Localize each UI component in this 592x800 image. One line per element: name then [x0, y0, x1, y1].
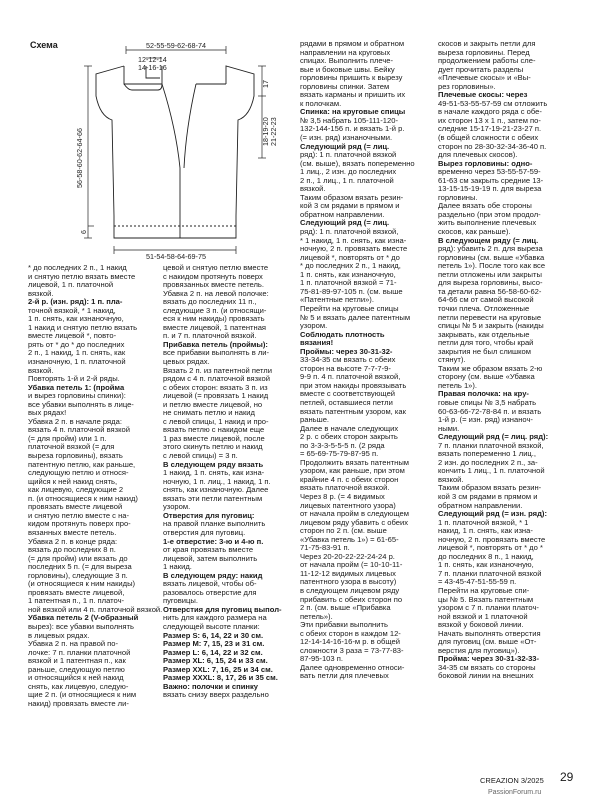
- text-line: боковой линии на внешних: [438, 671, 534, 681]
- text-line: Размер XXXL: 8, 17, 26 и 35 см.: [163, 673, 278, 683]
- garment-schema-diagram: [28, 38, 278, 261]
- text-line: Убавка 2 п. в конце ряда:: [28, 536, 118, 546]
- text-line: 2-й р. (изн. ряд): 1 п. пла-: [28, 297, 123, 307]
- text-line: Размер S: 6, 14, 22 и 30 см.: [163, 630, 264, 640]
- text-line: кидом протянуть поверх про-: [28, 519, 131, 529]
- text-line: для пуговиц (см. выше «От-: [438, 637, 537, 647]
- text-line: Проймы: через 30-31-32-: [300, 346, 393, 356]
- text-line: сторон по 28-30-32-34-36-40 п.: [438, 141, 547, 151]
- text-line: Плечевые скосы: через: [438, 90, 528, 100]
- text-line: Важно: полочки и спинку: [163, 681, 259, 691]
- text-line: 71-75-83-91 п.: [300, 543, 350, 553]
- text-line: продолжением работы сле-: [438, 56, 536, 66]
- text-line: раздельно (при этом продол-: [438, 209, 541, 219]
- text-line: 12-14-14-16-16-м р. в общей: [300, 637, 400, 647]
- magazine-footer: CREAZION 3/2025: [480, 776, 544, 785]
- text-line: петлей, оставшиеся петли: [300, 397, 393, 407]
- text-line: ночную, 2 п. провязать вместе: [300, 244, 408, 254]
- text-line: цевой и снятую петлю вместе: [163, 263, 269, 272]
- text-line: не снимать петлю и накид: [163, 408, 255, 418]
- text-line: петли перевести на круговые: [438, 312, 542, 322]
- text-line: для выреза горловины, высо-: [438, 278, 543, 288]
- text-line: петель 1»). После того как все: [438, 261, 546, 271]
- text-line: накид, 1 п. снять, как изна-: [438, 526, 533, 536]
- text-line: закрытия не был слишком: [438, 346, 531, 356]
- text-line: выреза горловины. Перед: [438, 47, 530, 57]
- text-line: Вырез горловины: одно-: [438, 158, 533, 168]
- text-line: «Патентные петли»).: [300, 295, 374, 305]
- bottom-width-label: 51-54-58-64-69-75: [146, 252, 206, 261]
- neck-width-label: 12-12-14: [138, 55, 167, 64]
- text-line: лицевой, 1 п. платочной: [28, 280, 114, 290]
- text-line: кой 3 см рядами в прямом и: [438, 491, 538, 501]
- text-line: 64-66 см от самой высокой: [438, 295, 534, 305]
- text-line: вырез): все убавки выполнять: [28, 621, 134, 631]
- text-line: 132-144-156 п. и вязать 1-й р.: [300, 124, 405, 134]
- text-line: сторон на высоте 7-7-7-9-: [300, 363, 391, 373]
- text-line: Таким же образом вязать 2-ю: [438, 363, 543, 373]
- text-line: 1 патентная п., 1 п. платоч-: [28, 596, 125, 606]
- text-line: 2 изн. до последних 2 п., за-: [438, 457, 538, 467]
- text-line: щийся к ней накид снять,: [28, 476, 118, 486]
- text-line: вместе с соответствующей: [300, 389, 396, 399]
- text-line: и вырез горловины спинки):: [28, 391, 126, 401]
- text-line: следующей высоте планки:: [163, 621, 260, 631]
- text-line: 1 лиц., 2 изн. до последних: [300, 167, 397, 177]
- text-line: Таким образом вязать резин-: [300, 192, 404, 202]
- text-line: вязать попеременно 1 лиц.,: [438, 449, 536, 459]
- text-line: 2 р. с обеих сторон закрыть: [300, 432, 398, 442]
- text-line: от начала пройм в следующем: [300, 509, 409, 519]
- text-line: рядом с 4 п. платочной вязкой: [163, 374, 270, 384]
- text-line: нить для каждого размера на: [163, 613, 267, 623]
- text-line: сторон по 2 п. (см. выше: [300, 526, 387, 536]
- text-line: 1 накид.: [163, 562, 192, 572]
- text-line: Отверстия для пуговиц:: [163, 510, 255, 520]
- text-line: для плечевых скосов).: [438, 150, 518, 160]
- text-line: лицевой (= провязать 1 накид: [163, 391, 269, 401]
- text-line: лицевом ряду убавить с обеих: [300, 517, 409, 527]
- text-line: рядами в прямом и обратном: [300, 39, 405, 48]
- text-line: все прибавки выполнять в ли-: [163, 348, 270, 358]
- text-line: лицевой *, повторять от * до *: [438, 543, 543, 553]
- text-line: ными.: [438, 423, 460, 433]
- text-line: спицы № 5 и закрыть (накиды: [438, 321, 544, 331]
- text-line: вязать платочной вязкой.: [300, 483, 390, 493]
- text-line: на правой планке выполнить: [163, 519, 266, 529]
- text-line: временно через 53-55-57-59-: [438, 167, 541, 177]
- text-line: лицевой, затем выполнить: [163, 553, 258, 563]
- text-line: с левой спицы, 1 накид и про-: [163, 416, 269, 426]
- text-line: к полочкам.: [300, 98, 342, 108]
- text-line: 2 п., 1 лиц., 1 п. платочной: [300, 175, 394, 185]
- text-line: лицевой *, повторять от * до: [300, 252, 400, 262]
- text-line: 34-35 см вязать со стороны: [438, 662, 536, 672]
- text-line: от края провязать вместе: [163, 545, 254, 555]
- text-line: по 3-3-3-5-5-5 п. (2 ряда: [300, 440, 385, 450]
- text-line: Далее одновременно относи-: [300, 662, 405, 672]
- text-column-2: [163, 264, 291, 700]
- text-line: цевых рядах.: [163, 357, 210, 367]
- text-line: вязкой.: [28, 288, 54, 298]
- text-line: отверстия для пуговиц.: [163, 527, 246, 537]
- text-line: 1 п. платочной вязкой = 71-: [300, 278, 397, 288]
- text-line: ряд): 1 п. платочной вязкой: [300, 150, 397, 160]
- text-line: Размер M: 7, 15, 23 и 31 см.: [163, 639, 265, 649]
- text-line: 7 п. планки платочной вязкой: [438, 568, 542, 578]
- text-line: вые и боковые швы. Бейку: [300, 64, 395, 74]
- neck-width2-label: 14-16-16: [138, 63, 167, 72]
- text-line: Спинка: на круговые спицы: [300, 107, 406, 117]
- text-line: 9-9 п. 4 п. платочной вязкой,: [300, 372, 401, 382]
- text-line: вязкой.: [28, 365, 54, 375]
- text-line: вязания!: [300, 338, 334, 348]
- text-line: (см. выше), вязать попеременно: [300, 158, 415, 168]
- text-line: Следующий ряд (= изн. ряд):: [438, 509, 547, 519]
- text-line: патентного узора в высоту): [300, 577, 397, 587]
- text-line: точной вязкой, * 1 накид,: [28, 305, 116, 315]
- text-line: рять от * до * до последних: [28, 339, 125, 349]
- text-line: еся к ним накиды) провязать: [163, 314, 265, 324]
- text-line: горловины.: [438, 192, 478, 202]
- text-line: 1 п. платочной вязкой, * 1: [438, 517, 529, 527]
- text-line: вязкой у боковой линии.: [438, 620, 524, 630]
- text-line: ночную, 2 п. провязать вместе: [438, 534, 546, 544]
- bottom-height-label: 6: [79, 230, 88, 234]
- text-line: петель»).: [300, 611, 333, 621]
- text-line: лицевых патентного узора): [300, 500, 396, 510]
- text-line: обратном направлении.: [300, 209, 385, 219]
- text-line: Соблюдать плотность: [300, 329, 385, 339]
- text-line: провязать вместе лицевой,: [28, 587, 125, 597]
- text-line: стянут).: [438, 355, 466, 365]
- right-h3-label: 21-22-23: [269, 117, 278, 146]
- watermark: PassionForum.ru: [488, 789, 542, 796]
- text-line: Эти прибавки выполнить: [300, 620, 388, 630]
- text-line: «Убавка петель 1») = 61-65-: [300, 534, 399, 544]
- text-column-3: [300, 40, 435, 681]
- text-line: и относящийся к ней накид: [28, 673, 124, 683]
- text-line: до последних 8 п., 1 накид,: [438, 551, 534, 561]
- text-line: обратном направлении.: [438, 500, 523, 510]
- text-line: точки плеча. Отложенные: [438, 303, 530, 313]
- text-line: = 65-69-75-79-87-95 п.: [300, 449, 379, 459]
- text-line: вязать до последних 11 п.,: [163, 297, 257, 307]
- text-line: 33-34-35 см вязать с обеих: [300, 355, 396, 365]
- page-number: 29: [560, 770, 574, 784]
- text-line: последних 5 п. (= для выреза: [28, 562, 132, 572]
- text-line: вместе лицевой *, повто-: [28, 331, 117, 341]
- text-line: разовалось отверстие для: [163, 587, 257, 597]
- text-line: ряд): убавить 2 п. для выреза: [438, 244, 543, 254]
- text-line: 1 раз вместе лицевой, после: [163, 433, 265, 443]
- text-line: с обеих сторон в каждом 12-: [300, 628, 401, 638]
- text-line: та детали равна 56-58-60-62-: [438, 286, 542, 296]
- text-line: 13-15-15-19-19 п. для выреза: [438, 184, 542, 194]
- text-line: 75-81-89-97-105 п. (см. выше: [300, 286, 403, 296]
- text-line: (= для пройм) или 1 п.: [28, 433, 107, 443]
- text-line: Через 20-20-22-22-24-24 р.: [300, 551, 395, 561]
- text-line: Отверстия для пуговиц выпол-: [163, 604, 282, 614]
- text-line: вых рядах!: [28, 408, 67, 418]
- text-line: провязать вместе лицевой: [28, 502, 123, 512]
- text-line: Убавка 2 п. на правой по-: [28, 639, 119, 649]
- text-line: вязанных вместе петель.: [28, 527, 117, 537]
- text-line: вязать патентным узором, как: [300, 406, 406, 416]
- text-line: Далее в начале следующих: [300, 423, 399, 433]
- text-line: спицах. Выполнить плече-: [300, 56, 394, 66]
- text-line: как лицевую, следующие 2: [28, 485, 124, 495]
- text-line: Вязать 2 п. из патентной петли: [163, 365, 272, 375]
- text-line: с левой спицы) = 3 п.: [163, 451, 238, 461]
- text-line: вязать 4 п. платочной вязкой: [28, 425, 130, 435]
- text-line: этого скинуть петлю и накид: [163, 442, 263, 452]
- schema-title: Схема: [30, 40, 58, 50]
- text-line: с накидом протянуть поверх: [163, 271, 263, 281]
- text-line: 87-95-103 п.: [300, 654, 343, 664]
- text-line: выреза горловины), вязать: [28, 451, 123, 461]
- text-line: 1-е отверстие: 3-ю и 4-ю п.: [163, 536, 264, 546]
- text-line: Размер L: 6, 14, 22 и 32 см.: [163, 647, 263, 657]
- text-line: вязать эти петли патентным: [163, 493, 263, 503]
- text-line: * 1 накид, 1 п. снять, как изна-: [300, 235, 407, 245]
- text-line: горловины спинки. Затем: [300, 81, 390, 91]
- text-line: 1-й р. (= изн. ряд) изнаноч-: [438, 415, 533, 425]
- text-line: 1 п. снять, как изнаночную,: [28, 314, 124, 324]
- text-line: снять, как изнаночную. Далее: [163, 485, 269, 495]
- text-line: (= для пройм) или вязать до: [28, 553, 128, 563]
- text-line: и снятую петлю вязать вместе: [28, 271, 136, 281]
- text-line: в начале каждого ряда с обе-: [438, 107, 542, 117]
- text-line: при этом накиды провязывать: [300, 380, 407, 390]
- text-line: вязать петлю с накидом еще: [163, 425, 265, 435]
- text-line: горловины (см. выше «Убавка: [438, 252, 545, 262]
- text-line: в лицевых рядах.: [28, 630, 90, 640]
- text-line: * до последних 2 п., 1 накид,: [300, 261, 401, 271]
- text-line: = 43-45-47-51-55-59 п.: [438, 577, 517, 587]
- text-line: жить выполнение плечевых: [438, 218, 537, 228]
- text-line: лочке: 7 п. планки платочной: [28, 647, 131, 657]
- text-line: вместе лицевой, 1 патентная: [163, 322, 267, 332]
- text-line: пуговицы.: [163, 596, 198, 606]
- text-line: Убавка петель 1: (пройма: [28, 382, 125, 392]
- text-line: вязкой и 1 патентная п., как: [28, 656, 126, 666]
- text-line: Размер XXL: 7, 16, 25 и 34 см.: [163, 664, 273, 674]
- text-line: узором.: [300, 321, 328, 331]
- text-line: скосов, как раньше).: [438, 227, 511, 237]
- text-line: ной вязкой или 4 п. платочной вязкой.: [28, 604, 163, 614]
- text-line: снять, как лицевую, следую-: [28, 681, 129, 691]
- text-line: Таким образом вязать резин-: [438, 483, 542, 493]
- text-line: Следующий ряд (= лиц.: [300, 141, 390, 151]
- text-line: № 5 и вязать далее патентным: [300, 312, 411, 322]
- top-width-label: 52-55-59-62-68-74: [146, 41, 206, 50]
- text-line: верстия для пуговиц»).: [438, 645, 520, 655]
- text-line: вать петли для плечевых: [300, 671, 389, 681]
- text-line: их сторон 13 х 1 п., затем по-: [438, 115, 541, 125]
- text-line: вязкой.: [438, 474, 464, 484]
- text-line: 60-63-66-72-78-84 п. и вязать: [438, 406, 542, 416]
- text-line: Продолжить вязать патентным: [300, 457, 409, 467]
- text-line: вязать до последних 8 п.: [28, 545, 116, 555]
- text-line: кой 3 см рядами в прямом и: [300, 201, 400, 211]
- text-line: от начала пройм (= 10-10-11-: [300, 560, 403, 570]
- text-line: все убавки выполнять в лице-: [28, 399, 134, 409]
- text-line: 1 п. снять, как изнаночную,: [300, 269, 396, 279]
- text-line: 1 накид и снятую петлю вязать: [28, 322, 138, 332]
- text-line: В следующем ряду (= лиц.: [438, 235, 539, 245]
- text-line: изнаночную, 1 п. платочной: [28, 357, 126, 367]
- right-h1-label: 17: [261, 80, 270, 88]
- text-line: Далее вязать обе стороны: [438, 201, 532, 211]
- text-line: следние 15-17-19-21-23-27 п.: [438, 124, 542, 134]
- text-line: сложности 3 раза = 73-77-83-: [300, 645, 404, 655]
- text-line: раньше, следующую петлю: [28, 664, 125, 674]
- text-line: закрывать, как отдельные: [438, 329, 530, 339]
- text-line: рез горловины».: [438, 81, 496, 91]
- text-line: кончить 1 лиц., 1 п. платочной: [438, 466, 545, 476]
- text-line: цы № 5. Вязать патентным: [438, 594, 534, 604]
- text-line: горловины пришить к вырезу: [300, 73, 403, 83]
- text-line: Убавка 2 п. в начале ряда:: [28, 416, 122, 426]
- text-line: направлении на круговых: [300, 47, 391, 57]
- text-line: Размер XL: 6, 15, 24 и 33 см.: [163, 656, 268, 666]
- text-line: 11-12-12 видимых лицевых: [300, 568, 396, 578]
- text-line: 61-63 см закрыть средние 13-: [438, 175, 544, 185]
- text-line: ночную, 1 п. лиц., 1 накид, 1 п.: [163, 476, 271, 486]
- text-line: говые спицы № 3,5 набрать: [438, 397, 537, 407]
- text-line: вязкой.: [300, 184, 326, 194]
- text-line: Прибавка петель (проймы):: [163, 339, 268, 349]
- text-column-4: [438, 40, 578, 681]
- text-line: Повторять 1-й и 2-й ряды.: [28, 374, 120, 384]
- text-line: и снятую петлю вместе с на-: [28, 510, 130, 520]
- text-line: вязать карманы и пришить их: [300, 90, 406, 100]
- text-line: петли для того, чтобы край: [438, 338, 534, 348]
- text-line: (в общей сложности с обеих: [438, 133, 539, 143]
- text-line: Перейти на круговые спи-: [438, 586, 530, 595]
- text-line: Начать выполнять отверстия: [438, 628, 541, 638]
- text-line: п. и 7 п. платочной вязкой.: [163, 331, 257, 341]
- text-line: 2 п. (см. выше «Прибавка: [300, 603, 391, 613]
- text-line: п. (и относящиеся к ним накид): [28, 493, 138, 503]
- text-line: скосов и закрыть петли для: [438, 39, 536, 48]
- text-line: накид) провязать вместе ли-: [28, 698, 129, 708]
- text-line: в следующем лицевом ряду: [300, 586, 400, 595]
- text-line: 7 п. планки платочной вязкой,: [438, 440, 544, 450]
- text-column-1: [28, 263, 163, 708]
- text-line: следующую петлю и относя-: [28, 468, 129, 478]
- text-line: с обеих сторон: вязать 3 п. из: [163, 382, 268, 392]
- text-line: Следующий ряд (= лиц.: [300, 218, 390, 228]
- text-line: патентную петлю, как раньше,: [28, 459, 136, 469]
- text-line: ной вязкой и 1 платочной: [438, 611, 528, 621]
- left-height-label: 56-58-60-62-64-66: [75, 128, 84, 188]
- text-line: Пройма: через 30-31-32-33-: [438, 654, 540, 664]
- text-line: 2 п., 1 накид, 1 п. снять, как: [28, 348, 126, 358]
- text-line: 1 п. снять, как изнаночную,: [438, 560, 534, 570]
- text-line: 1 накид, 1 п. снять, как изна-: [163, 468, 265, 478]
- text-line: дует прочитать разделы: [438, 64, 524, 74]
- text-line: ряд): 1 п. платочной вязкой,: [300, 227, 399, 237]
- text-line: узором.: [163, 502, 191, 512]
- text-line: Убавка петель 2 (V-образный: [28, 613, 139, 623]
- text-line: горловины), следующие 3 п.: [28, 570, 128, 580]
- text-line: крайние 4 п. с обеих сторон: [300, 474, 399, 484]
- text-line: раньше.: [300, 415, 330, 425]
- text-line: петель 1»).: [438, 380, 478, 390]
- text-line: узором, как раньше, при этом: [300, 466, 405, 476]
- text-line: В следующем ряду вязать: [163, 459, 264, 469]
- text-line: узором с 7 п. планки платоч-: [438, 603, 539, 613]
- text-line: щие 2 п. (и относящиеся к ним: [28, 690, 137, 700]
- text-line: * до последних 2 п., 1 накид: [28, 263, 127, 272]
- text-line: следующие 3 п. (и относящи-: [163, 305, 267, 315]
- text-line: «Плечевые скосы» и «Вы-: [438, 73, 531, 83]
- text-line: В следующем ряду: накид: [163, 570, 263, 580]
- text-line: и петлю вместе лицевой, но: [163, 399, 263, 409]
- text-line: платочной вязкой (= для: [28, 442, 115, 452]
- text-line: прибавить с обеих сторон по: [300, 594, 403, 604]
- text-line: 49-51-53-55-57-59 см отложить: [438, 98, 548, 108]
- text-line: Правая полочка: на кру-: [438, 389, 529, 399]
- text-line: провязанных вместе петель.: [163, 280, 264, 290]
- text-line: Перейти на круговые спицы: [300, 303, 399, 313]
- text-line: № 3,5 набрать 105-111-120-: [300, 115, 398, 125]
- text-line: Убавка 2 п. на левой полочке:: [163, 288, 269, 298]
- text-line: Следующий ряд (= лиц. ряд):: [438, 432, 549, 442]
- text-line: Через 8 р. (= 4 видимых: [300, 491, 385, 501]
- text-line: петли отложены или закрыты: [438, 269, 542, 279]
- text-line: сторону (см. выше «Убавка: [438, 372, 535, 382]
- right-h2-label: 18-19-20: [261, 117, 270, 146]
- text-line: вязать снизу вверх раздельно: [163, 690, 269, 700]
- text-line: вязать лицевой, чтобы об-: [163, 579, 257, 589]
- text-line: (= изн. ряд) изнаночными.: [300, 133, 393, 143]
- text-line: (и относящиеся к ним накиды): [28, 579, 136, 589]
